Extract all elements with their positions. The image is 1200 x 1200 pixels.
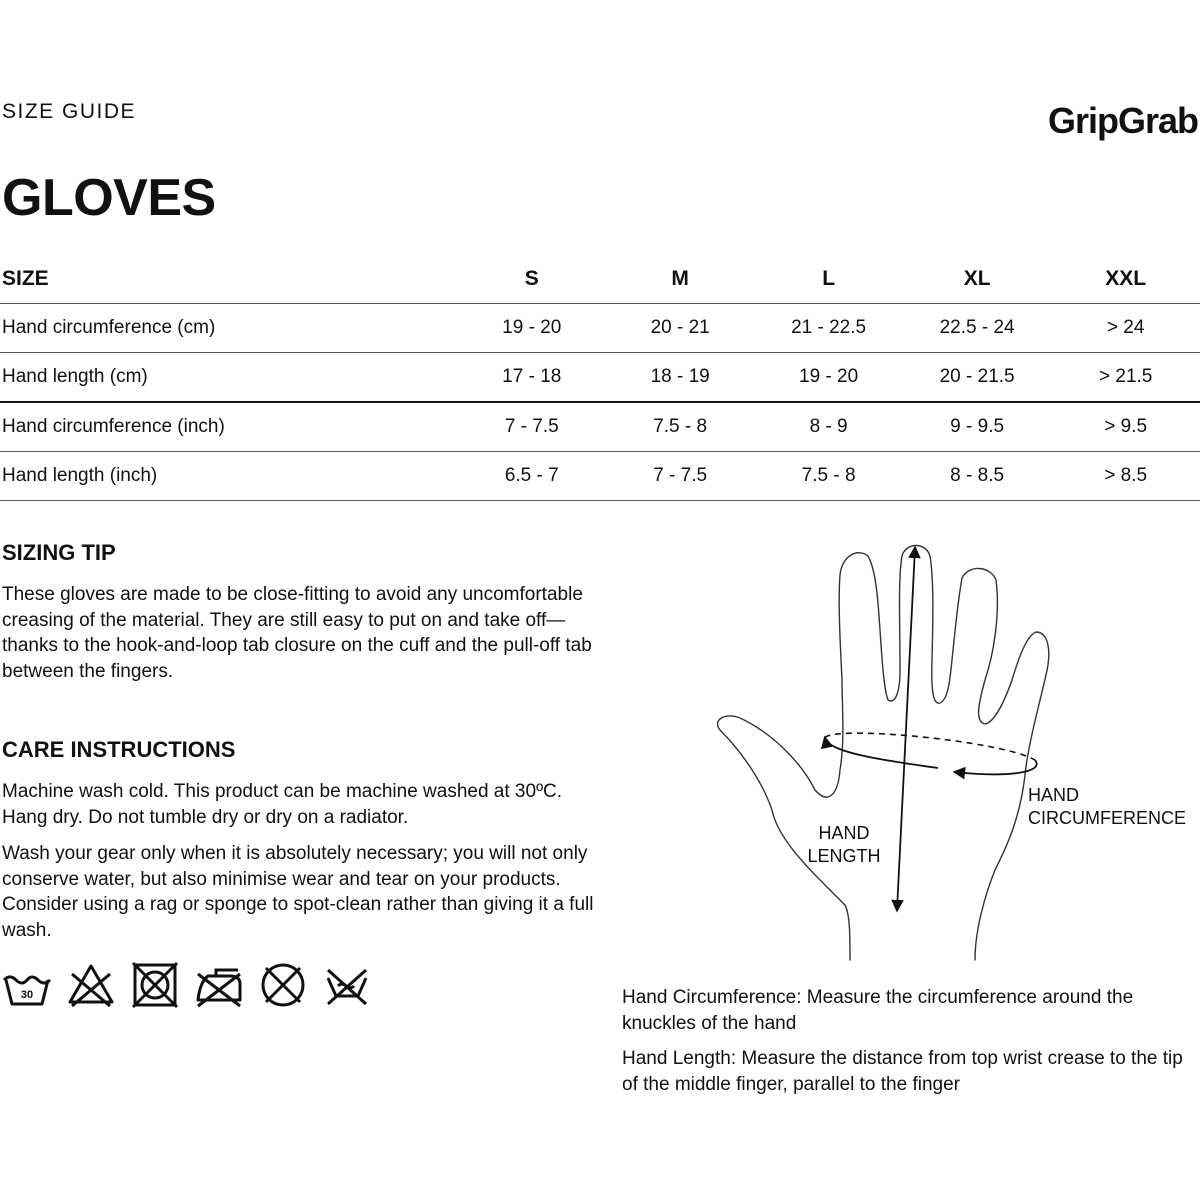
table-cell: 19 - 20 (458, 304, 606, 353)
table-row (0, 353, 1200, 403)
care-heading: CARE INSTRUCTIONS (2, 737, 236, 762)
no-dry-clean-icon (258, 960, 308, 1010)
table-cell: 7 - 7.5 (458, 402, 606, 452)
size-col-l: L (822, 267, 836, 290)
circumference-back-path (825, 733, 1035, 760)
table-cell: > 21.5 (1051, 353, 1200, 403)
table-cell: > 9.5 (1051, 402, 1200, 452)
table-cell: 9 - 9.5 (903, 402, 1052, 452)
table-cell: 6.5 - 7 (458, 452, 606, 501)
circumference-note: Hand Circumference: Measure the circumference around the knuckles of the hand (622, 987, 1134, 1034)
size-col-s: S (524, 267, 539, 290)
table-cell: 22.5 - 24 (903, 304, 1052, 353)
table-row (0, 402, 1200, 452)
table-header-row (0, 255, 1200, 304)
care-text-advice: Wash your gear only when it is absolutely necessary; you will not only conserve water, but also minimise wear and tear on your products. Consider using a rag or sponge to spot-clean rather than giving it a full wash. (2, 843, 594, 941)
sizing-tip-heading: SIZING TIP (2, 540, 116, 565)
circumference-arrow-right (955, 760, 1037, 774)
length-note: Hand Length: Measure the distance from top wrist crease to the tip of the middle finger, parallel to the finger (622, 1048, 1183, 1095)
no-iron-icon (194, 960, 244, 1010)
table-cell: 8 - 8.5 (903, 452, 1052, 501)
row-label: Hand length (inch) (0, 452, 458, 501)
table-cell: 17 - 18 (458, 353, 606, 403)
eyebrow-label: SIZE GUIDE (2, 100, 137, 123)
care-icons (2, 960, 372, 1010)
care-text-wash: Machine wash cold. This product can be machine washed at 30ºC. Hang dry. Do not tumble dry or dry on a radiator. (2, 781, 563, 828)
hand-outline (718, 546, 1049, 961)
size-col-m: M (671, 267, 689, 290)
table-cell: 18 - 19 (606, 353, 754, 403)
no-tumble-dry-icon (130, 960, 180, 1010)
sizing-tip-text: These gloves are made to be close-fitting to avoid any uncomfortable creasing of the material. They are still easy to put on and take off—thanks to the hook-and-loop tab closure on the cuff and the pull-off tab between the fingers. (2, 584, 592, 682)
size-header: SIZE (2, 267, 49, 290)
table-cell: 20 - 21 (606, 304, 754, 353)
hand-length-label: HAND LENGTH (807, 823, 881, 866)
size-table (0, 255, 1200, 501)
size-col-xl: XL (963, 267, 991, 290)
wash-temperature-label: 30 (20, 989, 34, 1001)
table-cell: > 8.5 (1051, 452, 1200, 501)
table-cell: 7.5 - 8 (606, 402, 754, 452)
no-bleach-icon (66, 960, 116, 1010)
table-cell: 19 - 20 (754, 353, 903, 403)
row-label: Hand length (cm) (0, 353, 458, 403)
table-cell: 7 - 7.5 (606, 452, 754, 501)
table-cell: 7.5 - 8 (754, 452, 903, 501)
no-steam-icon (322, 960, 372, 1010)
table-row (0, 304, 1200, 353)
row-label: Hand circumference (inch) (0, 402, 458, 452)
brand-logo: GripGrab (1047, 100, 1198, 141)
table-cell: 8 - 9 (754, 402, 903, 452)
hand-measurement-diagram (700, 540, 1060, 970)
table-cell: > 24 (1051, 304, 1200, 353)
table-cell: 21 - 22.5 (754, 304, 903, 353)
hand-circumference-label: HAND CIRCUMFERENCE (1028, 785, 1187, 828)
table-cell: 20 - 21.5 (903, 353, 1052, 403)
table-row (0, 452, 1200, 501)
row-label: Hand circumference (cm) (0, 304, 458, 353)
size-col-xxl: XXL (1105, 267, 1147, 290)
wash-30-icon (2, 960, 52, 1010)
page-title: GLOVES (2, 169, 216, 227)
